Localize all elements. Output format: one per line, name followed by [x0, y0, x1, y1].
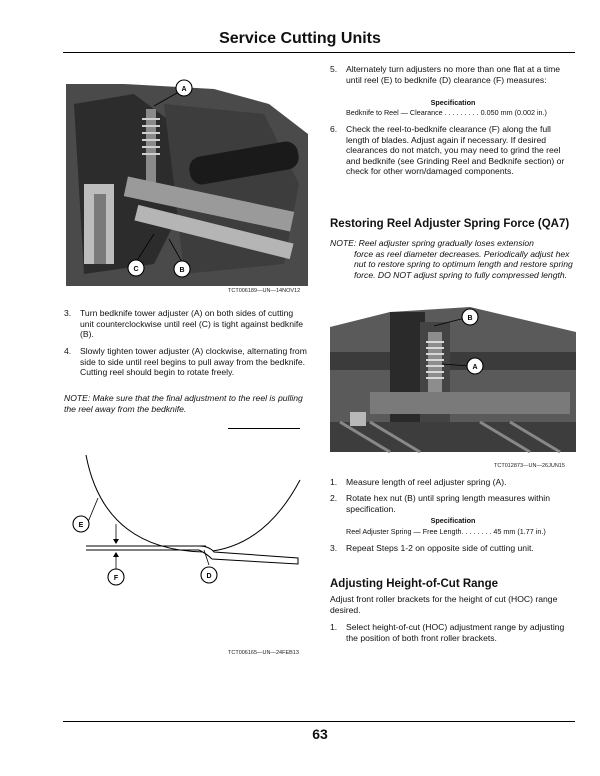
note-spring-force: NOTE: Reel adjuster spring gradually loses extension force as reel diameter decreases. Periodically adjust hex nut to restore spring to optimum length and restore spring force. DO NOT adjust spring to fully compressed length. — [330, 238, 573, 280]
step-hoc-1: 1. Select height-of-cut (HOC) adjustment range by adjusting the position of both front roller brackets. — [330, 622, 565, 643]
hoc-paragraph: Adjust front roller brackets for the height of cut (HOC) range desired. — [330, 594, 558, 615]
step-3: 3. Turn bedknife tower adjuster (A) on both sides of cutting unit counterclockwise until reel (C) is tight against bedknife (B). — [64, 308, 304, 340]
step-2: 2. Rotate hex nut (B) until spring length measures within specification. — [330, 493, 550, 514]
step-1: 1. Measure length of reel adjuster spring (A). — [330, 477, 507, 487]
callout-B: B — [179, 267, 185, 274]
figure2-callouts — [64, 440, 308, 650]
figure1-callouts — [64, 64, 308, 286]
page-title: Service Cutting Units — [219, 30, 381, 47]
callout-E: E — [78, 522, 84, 529]
spec-heading-2: Specification — [430, 516, 476, 525]
footer-rule — [63, 721, 575, 722]
callout-B2: B — [467, 315, 473, 322]
step-3-right: 3. Repeat Steps 1-2 on opposite side of cutting unit. — [330, 543, 534, 553]
spec-heading: Specification — [430, 98, 476, 107]
callout-A: A — [181, 86, 187, 93]
spec-row: Bedknife to Reel — Clearance . . . . . . . . . 0.050 mm (0.002 in.) — [346, 108, 547, 117]
callout-F: F — [113, 575, 119, 582]
header-rule — [63, 52, 575, 53]
figure3-caption: TCT012873—UN—26JUN15 — [494, 463, 565, 469]
figure2-caption: TCT006165—UN—24FEB13 — [228, 650, 299, 656]
callout-C: C — [133, 266, 139, 273]
figure1-caption: TCT006189—UN—14NOV12 — [228, 288, 301, 294]
section-heading-hoc: Adjusting Height-of-Cut Range — [330, 578, 499, 590]
step-5: 5. Alternately turn adjusters no more than one flat at a time until reel (E) to bedknife (D) clearance (F) measures: — [330, 64, 561, 85]
callout-D: D — [206, 573, 212, 580]
note-final-adjustment: NOTE: Make sure that the final adjustment to the reel is pulling the reel away from the bedknife. — [64, 393, 303, 414]
section-heading: Restoring Reel Adjuster Spring Force (QA7) — [330, 218, 570, 230]
page-number: 63 — [312, 726, 328, 742]
spec-row-2: Reel Adjuster Spring — Free Length. . . . . . . . 45 mm (1.77 in.) — [346, 527, 546, 536]
step-4: 4. Slowly tighten tower adjuster (A) clockwise, alternating from side to side until reel begins to pull away from the bedknife. Cutting reel should begin to rotate freely. — [64, 346, 307, 378]
callout-A2: A — [472, 364, 478, 371]
figure3-callouts — [330, 302, 576, 462]
divider — [228, 428, 300, 429]
step-6: 6. Check the reel-to-bedknife clearance (F) along the full length of blades. Adjust again if necessary. If desired clearances do not match, you may need to grind the reel and bedknife (see Grinding Reel and Bedknife section) or check for other worn/damaged components. — [330, 124, 565, 177]
